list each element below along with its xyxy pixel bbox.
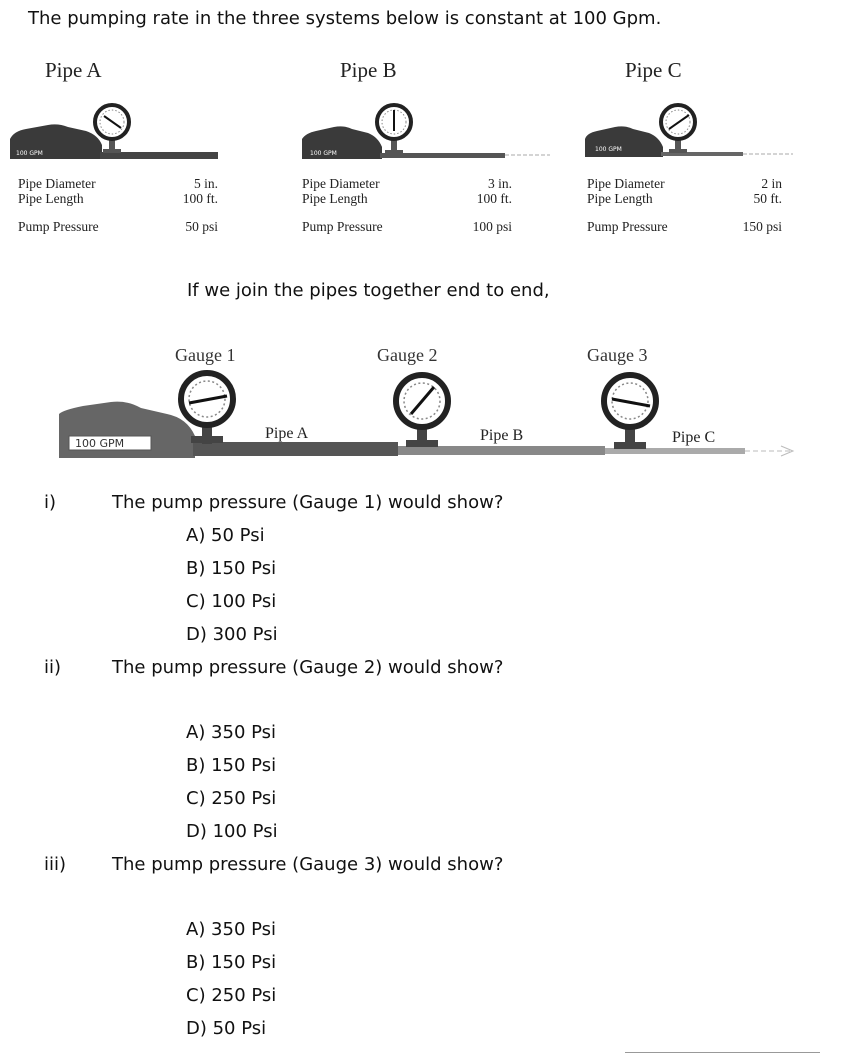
answer-option: C) 100 Psi <box>186 591 277 612</box>
answer-option: A) 350 Psi <box>186 722 277 743</box>
gauge-label-2: Gauge 2 <box>377 345 438 365</box>
question-text: The pump pressure (Gauge 3) would show? <box>112 854 504 875</box>
question-number: ii) <box>44 657 62 678</box>
pump-label: 100 GPM <box>310 150 337 157</box>
answer-option: C) 250 Psi <box>186 985 277 1006</box>
intro-text: The pumping rate in the three systems below is constant at 100 Gpm. <box>28 8 662 29</box>
system-b-diagram <box>300 95 570 170</box>
system-c-diagram <box>583 95 798 170</box>
system-a-specs: Pipe Diameter 5 in. Pipe Length 100 ft. Pump Pressure 50 psi <box>18 176 218 234</box>
join-text: If we join the pipes together end to end, <box>187 280 550 301</box>
pipe-label-c: Pipe C <box>672 429 716 446</box>
question-text: The pump pressure (Gauge 2) would show? <box>112 657 504 678</box>
answer-option: D) 100 Psi <box>186 821 278 842</box>
gauge-label-1: Gauge 1 <box>175 345 236 365</box>
pipe-b <box>398 446 605 455</box>
answer-option: B) 150 Psi <box>186 558 277 579</box>
pipe-label-b: Pipe B <box>480 427 524 444</box>
system-a-diagram <box>8 95 223 170</box>
question-number: iii) <box>44 854 67 875</box>
gauge-label-3: Gauge 3 <box>587 345 648 365</box>
system-c-specs: Pipe Diameter 2 in Pipe Length 50 ft. Pump Pressure 150 psi <box>587 176 782 234</box>
system-b-specs: Pipe Diameter 3 in. Pipe Length 100 ft. Pump Pressure 100 psi <box>302 176 512 234</box>
question-text: The pump pressure (Gauge 1) would show? <box>112 492 504 513</box>
system-title-c: Pipe C <box>625 58 682 82</box>
pipe-label-a: Pipe A <box>265 425 309 442</box>
answer-option: B) 150 Psi <box>186 755 277 776</box>
answer-option: A) 50 Psi <box>186 525 265 546</box>
answer-option: A) 350 Psi <box>186 919 277 940</box>
question-number: i) <box>44 492 57 513</box>
pipe-a <box>193 442 398 456</box>
pump-label: 100 GPM <box>595 146 622 153</box>
answer-option: D) 300 Psi <box>186 624 278 645</box>
system-title-b: Pipe B <box>340 58 397 82</box>
pipe-a <box>100 152 218 159</box>
footer-divider <box>625 1052 820 1053</box>
system-title-a: Pipe A <box>45 58 102 82</box>
answer-option: B) 150 Psi <box>186 952 277 973</box>
pump-label: 100 GPM <box>75 437 125 450</box>
combined-system-diagram <box>55 370 800 465</box>
answer-option: D) 50 Psi <box>186 1018 267 1039</box>
answer-option: C) 250 Psi <box>186 788 277 809</box>
pump-label: 100 GPM <box>16 150 43 157</box>
